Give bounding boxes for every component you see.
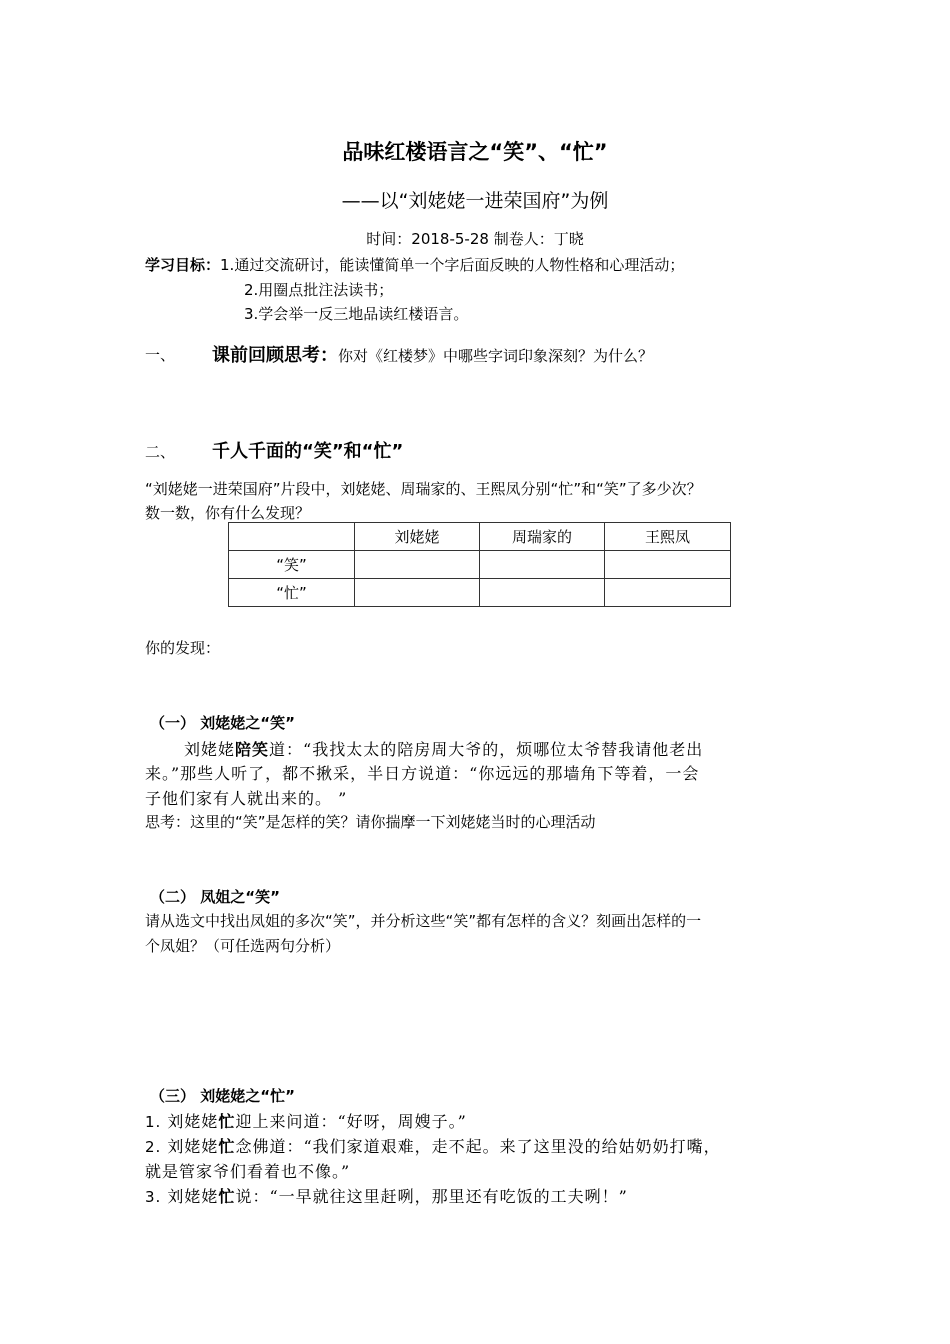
quote-text: 刘姥姥 [184, 740, 236, 759]
emphasis-word: 忙 [218, 1137, 236, 1156]
list-item [145, 1184, 628, 1207]
table-header-cell [229, 523, 355, 551]
part-heading: （二） 凤姐之“笑” [150, 888, 280, 906]
quote-text: 念佛道：“我们家道艰难，走不起。来了这里没的给姑奶奶打嘴， [235, 1137, 721, 1156]
section-number: 二、 [145, 443, 176, 461]
table-row-label: “笑” [229, 551, 355, 579]
document-meta: 时间：2018-5-28 制卷人：丁晓 [366, 230, 584, 248]
list-number: 3. [145, 1188, 162, 1206]
list-item-continuation: 就是管家爷们看着也不像。” [145, 1162, 351, 1181]
part2-question-line1: 请从选文中找出凤姐的多次“笑”，并分析这些“笑”都有怎样的含义？刻画出怎样的一 [145, 912, 702, 930]
part-heading: （三） 刘姥姥之“忙” [150, 1087, 295, 1105]
section-heading: 课前回顾思考： [212, 345, 338, 366]
quote-text: 刘姥姥 [167, 1112, 219, 1131]
table-cell[interactable] [605, 551, 731, 579]
list-item [145, 1109, 467, 1132]
list-number: 1. [145, 1113, 162, 1131]
list-item [145, 1134, 721, 1157]
part2-question-line2: 个凤姐？（可任选两句分析） [145, 937, 341, 955]
emphasis-word: 忙 [218, 1112, 236, 1131]
table-header-cell: 王熙凤 [605, 523, 731, 551]
table-header-cell: 刘姥姥 [355, 523, 480, 551]
part-heading: （一） 刘姥姥之“笑” [150, 714, 295, 732]
list-number: 2. [145, 1138, 162, 1156]
table-header-cell: 周瑞家的 [480, 523, 605, 551]
goal-item: 2.用圈点批注法读书； [244, 281, 394, 299]
document-title: 品味红楼语言之“笑”、“忙” [342, 140, 608, 164]
section1-question: 你对《红楼梦》中哪些字词印象深刻？为什么？ [338, 347, 654, 365]
table-cell[interactable] [605, 579, 731, 607]
quote-line [184, 737, 703, 760]
table-row [229, 551, 731, 579]
quote-line: 来。”那些人听了，都不揪采，半日方说道：“你远远的那墙角下等着，一会 [145, 764, 700, 783]
quote-text: 刘姥姥 [167, 1137, 219, 1156]
quote-text: 迎上来问道：“好呀，周嫂子。” [235, 1112, 467, 1131]
section2-intro-line1: “刘姥姥一进荣国府”片段中，刘姥姥、周瑞家的、王熙凤分别“忙”和“笑”了多少次？ [145, 480, 702, 498]
think-question: 思考：这里的“笑”是怎样的笑？请你揣摩一下刘姥姥当时的心理活动 [145, 813, 596, 831]
table-cell[interactable] [480, 551, 605, 579]
goal-item: 3.学会举一反三地品读红楼语言。 [244, 305, 469, 323]
quote-text: 刘姥姥 [167, 1187, 219, 1206]
section2-intro-line2: 数一数，你有什么发现？ [145, 504, 311, 522]
table-header-row [229, 523, 731, 551]
quote-line: 子他们家有人就出来的。 ” [145, 789, 348, 808]
emphasis-word: 忙 [218, 1187, 236, 1206]
section-number: 一、 [145, 346, 176, 364]
goals-line-1 [145, 254, 684, 275]
goals-label: 学习目标： [145, 256, 221, 274]
quote-text: 道：“我找太太的陪房周大爷的，烦哪位太爷替我请他老出 [269, 740, 704, 759]
table-cell[interactable] [355, 579, 480, 607]
goal-item: 1.通过交流研讨，能读懂简单一个字后面反映的人物性格和心理活动； [220, 256, 685, 274]
section-heading: 千人千面的“笑”和“忙” [212, 441, 404, 462]
table-row [229, 579, 731, 607]
emphasis-word: 陪笑 [235, 740, 270, 759]
count-table [228, 522, 731, 607]
table-cell[interactable] [355, 551, 480, 579]
document-subtitle: ——以“刘姥姥一进荣国府”为例 [341, 190, 609, 212]
table-row-label: “忙” [229, 579, 355, 607]
quote-text: 说：“一早就往这里赶咧，那里还有吃饭的工夫咧！” [235, 1187, 628, 1206]
section1-line [212, 341, 653, 367]
table-cell[interactable] [480, 579, 605, 607]
discovery-label: 你的发现： [145, 639, 221, 657]
